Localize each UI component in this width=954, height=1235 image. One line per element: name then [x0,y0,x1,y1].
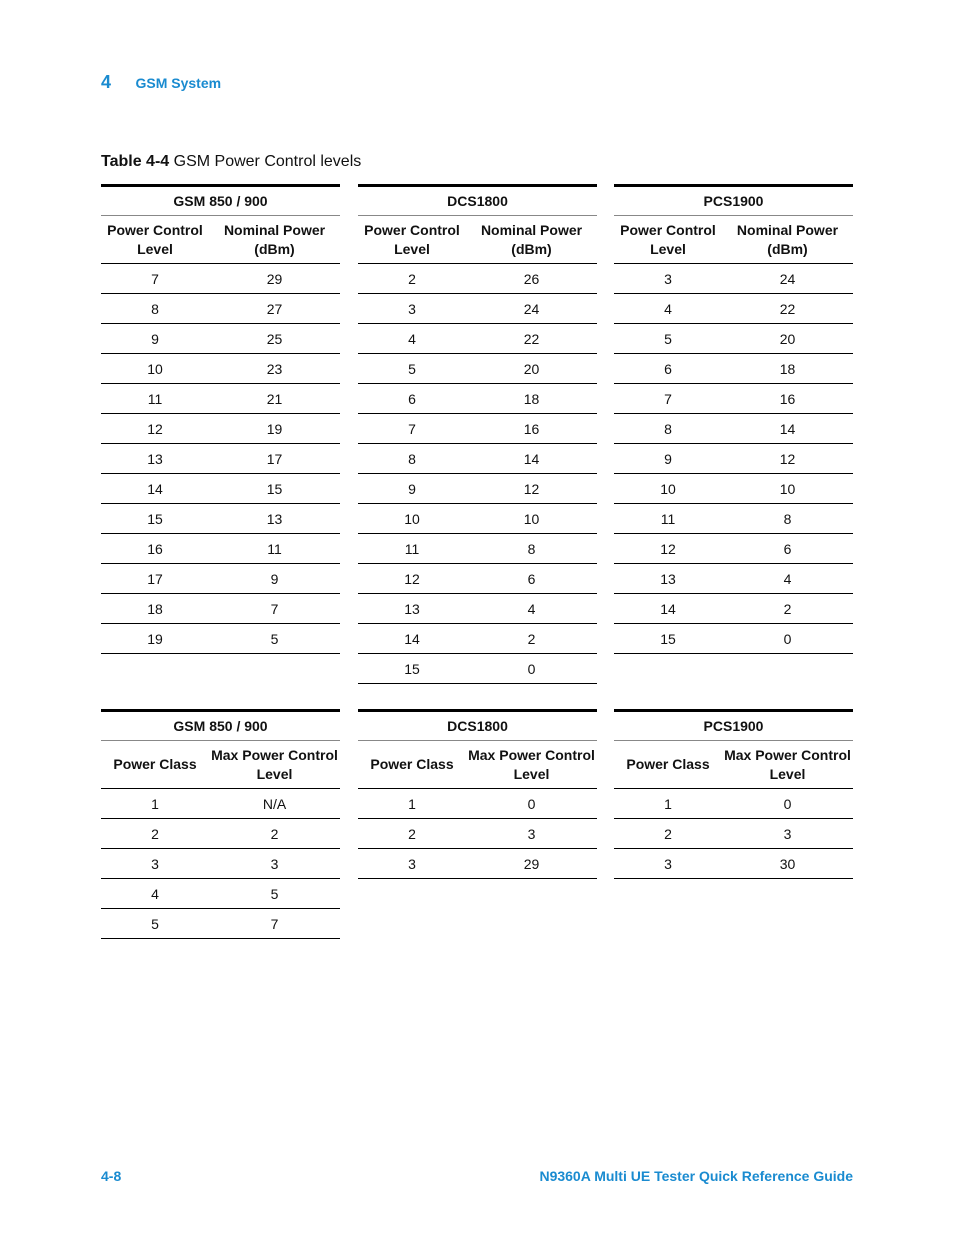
table-cell: 3 [722,819,853,849]
table-cell: 22 [466,324,597,354]
table-row [614,294,853,324]
table-cell: 7 [101,264,209,294]
table-row [101,564,340,594]
table-cell: 19 [209,414,340,444]
table-cell: 3 [358,294,466,324]
level-tables-0 [101,184,340,654]
table-cell: 2 [101,819,209,849]
column-header: Max Power Control Level [209,741,340,789]
table-cell: 10 [614,474,722,504]
table-row [101,624,340,654]
table-cell: 6 [466,564,597,594]
table-row [101,594,340,624]
table-cell: 7 [209,909,340,939]
table-cell: 13 [101,444,209,474]
table-cell: 15 [101,504,209,534]
table-cell: 8 [722,504,853,534]
table-cell: 3 [614,264,722,294]
table-cell: 4 [466,594,597,624]
table-row [358,534,597,564]
table-cell: 0 [466,654,597,684]
table-cell: 14 [722,414,853,444]
table-row [101,504,340,534]
table-cell: 19 [101,624,209,654]
table-cell: 29 [466,849,597,879]
table-row [358,264,597,294]
table-cell: 12 [466,474,597,504]
table-cell: 12 [358,564,466,594]
table-row [101,444,340,474]
table-cell: 11 [614,504,722,534]
band-header: GSM 850 / 900 [101,711,340,741]
column-header: Power Control Level [614,216,722,264]
table-cell: 2 [722,594,853,624]
table-row [101,909,340,939]
table-cell: 3 [101,849,209,879]
table-row [101,414,340,444]
table-cell: 12 [722,444,853,474]
table-cell: 11 [101,384,209,414]
column-header: Max Power Control Level [722,741,853,789]
band-header: GSM 850 / 900 [101,186,340,216]
chapter-number: 4 [101,72,112,92]
chapter-title: GSM System [135,75,222,91]
table-cell: 16 [101,534,209,564]
table-cell: 17 [209,444,340,474]
table-cell: 29 [209,264,340,294]
table-cell: 3 [614,849,722,879]
table-row [358,624,597,654]
table-row [614,504,853,534]
table-cell: 8 [466,534,597,564]
table-cell: 13 [614,564,722,594]
table-cell: 8 [358,444,466,474]
table-cell: 8 [614,414,722,444]
table-cell: 14 [358,624,466,654]
table-cell: 5 [101,909,209,939]
table-row [614,414,853,444]
table-cell: 0 [466,789,597,819]
table-row [614,354,853,384]
table-cell: 16 [466,414,597,444]
table-cell: 10 [101,354,209,384]
table-cell: 9 [101,324,209,354]
table-row [614,849,853,879]
table-cell: 7 [358,414,466,444]
table-row [101,789,340,819]
band-header: DCS1800 [358,186,597,216]
table-row [358,444,597,474]
table-row [101,264,340,294]
table-cell: 4 [358,324,466,354]
table-cell: 12 [101,414,209,444]
column-header: Power Control Level [358,216,466,264]
band-header: PCS1900 [614,186,853,216]
table-cell: 5 [209,879,340,909]
chapter-header [101,72,221,93]
class-tables-0 [101,709,340,939]
table-row [614,819,853,849]
table-cell: 2 [209,819,340,849]
table-cell: 20 [466,354,597,384]
table-cell: 2 [358,264,466,294]
table-cell: 14 [466,444,597,474]
table-cell: 4 [101,879,209,909]
table-cell: 20 [722,324,853,354]
table-cell: 30 [722,849,853,879]
table-row [358,324,597,354]
table-cell: 0 [722,789,853,819]
column-header: Nominal Power (dBm) [209,216,340,264]
table-row [358,789,597,819]
column-header: Power Control Level [101,216,209,264]
table-cell: 12 [614,534,722,564]
table-cell: 3 [358,849,466,879]
table-cell: 22 [722,294,853,324]
table-row [358,504,597,534]
table-row [101,294,340,324]
table-row [614,624,853,654]
table-cell: 2 [466,624,597,654]
table-cell: 21 [209,384,340,414]
table-cell: 7 [614,384,722,414]
guide-title: N9360A Multi UE Tester Quick Reference Guide [539,1168,853,1184]
table-cell: 9 [358,474,466,504]
table-row [358,819,597,849]
table-row [358,474,597,504]
table-row [101,849,340,879]
table-cell: 15 [209,474,340,504]
table-row [101,384,340,414]
table-row [614,444,853,474]
column-header: Nominal Power (dBm) [722,216,853,264]
table-row [358,294,597,324]
table-caption-text: GSM Power Control levels [173,153,362,170]
table-row [614,564,853,594]
table-cell: 4 [722,564,853,594]
table-cell: 5 [614,324,722,354]
table-cell: 5 [358,354,466,384]
table-cell: 23 [209,354,340,384]
table-row [101,879,340,909]
table-cell: 13 [358,594,466,624]
table-cell: 14 [101,474,209,504]
table-cell: 7 [209,594,340,624]
page-number: 4-8 [101,1168,122,1184]
column-header: Power Class [614,741,722,789]
table-cell: 24 [722,264,853,294]
table-cell: 18 [466,384,597,414]
table-cell: 15 [358,654,466,684]
table-cell: 25 [209,324,340,354]
table-cell: 15 [614,624,722,654]
column-header: Nominal Power (dBm) [466,216,597,264]
table-row [358,654,597,684]
table-cell: 10 [722,474,853,504]
table-row [614,789,853,819]
table-cell: 26 [466,264,597,294]
table-row [358,594,597,624]
table-cell: 3 [466,819,597,849]
table-caption [101,153,361,171]
column-header: Max Power Control Level [466,741,597,789]
table-cell: 14 [614,594,722,624]
table-cell: 17 [101,564,209,594]
table-row [358,414,597,444]
table-cell: 11 [209,534,340,564]
table-cell: 2 [358,819,466,849]
table-row [358,354,597,384]
table-cell: 16 [722,384,853,414]
table-row [614,474,853,504]
table-cell: 3 [209,849,340,879]
table-row [614,534,853,564]
table-row [358,384,597,414]
band-header: PCS1900 [614,711,853,741]
class-tables-1 [358,709,597,879]
table-row [358,849,597,879]
table-cell: 4 [614,294,722,324]
table-cell: 9 [209,564,340,594]
table-row [101,324,340,354]
band-header: DCS1800 [358,711,597,741]
table-caption-label: Table 4-4 [101,153,170,170]
table-cell: 10 [358,504,466,534]
table-row [101,474,340,504]
table-cell: 1 [358,789,466,819]
table-cell: 13 [209,504,340,534]
table-cell: 6 [358,384,466,414]
table-row [614,264,853,294]
table-row [614,324,853,354]
table-row [101,534,340,564]
column-header: Power Class [101,741,209,789]
table-row [614,384,853,414]
table-cell: 8 [101,294,209,324]
table-cell: 1 [614,789,722,819]
table-cell: 1 [101,789,209,819]
table-cell: 9 [614,444,722,474]
table-cell: 24 [466,294,597,324]
table-cell: 18 [722,354,853,384]
table-cell: 27 [209,294,340,324]
table-cell: N/A [209,789,340,819]
table-row [358,564,597,594]
table-cell: 2 [614,819,722,849]
table-row [614,594,853,624]
table-row [101,354,340,384]
table-row [101,819,340,849]
table-cell: 5 [209,624,340,654]
table-cell: 0 [722,624,853,654]
table-cell: 18 [101,594,209,624]
table-cell: 6 [722,534,853,564]
level-tables-2 [614,184,853,654]
table-cell: 10 [466,504,597,534]
table-cell: 11 [358,534,466,564]
column-header: Power Class [358,741,466,789]
table-cell: 6 [614,354,722,384]
class-tables-2 [614,709,853,879]
level-tables-1 [358,184,597,684]
